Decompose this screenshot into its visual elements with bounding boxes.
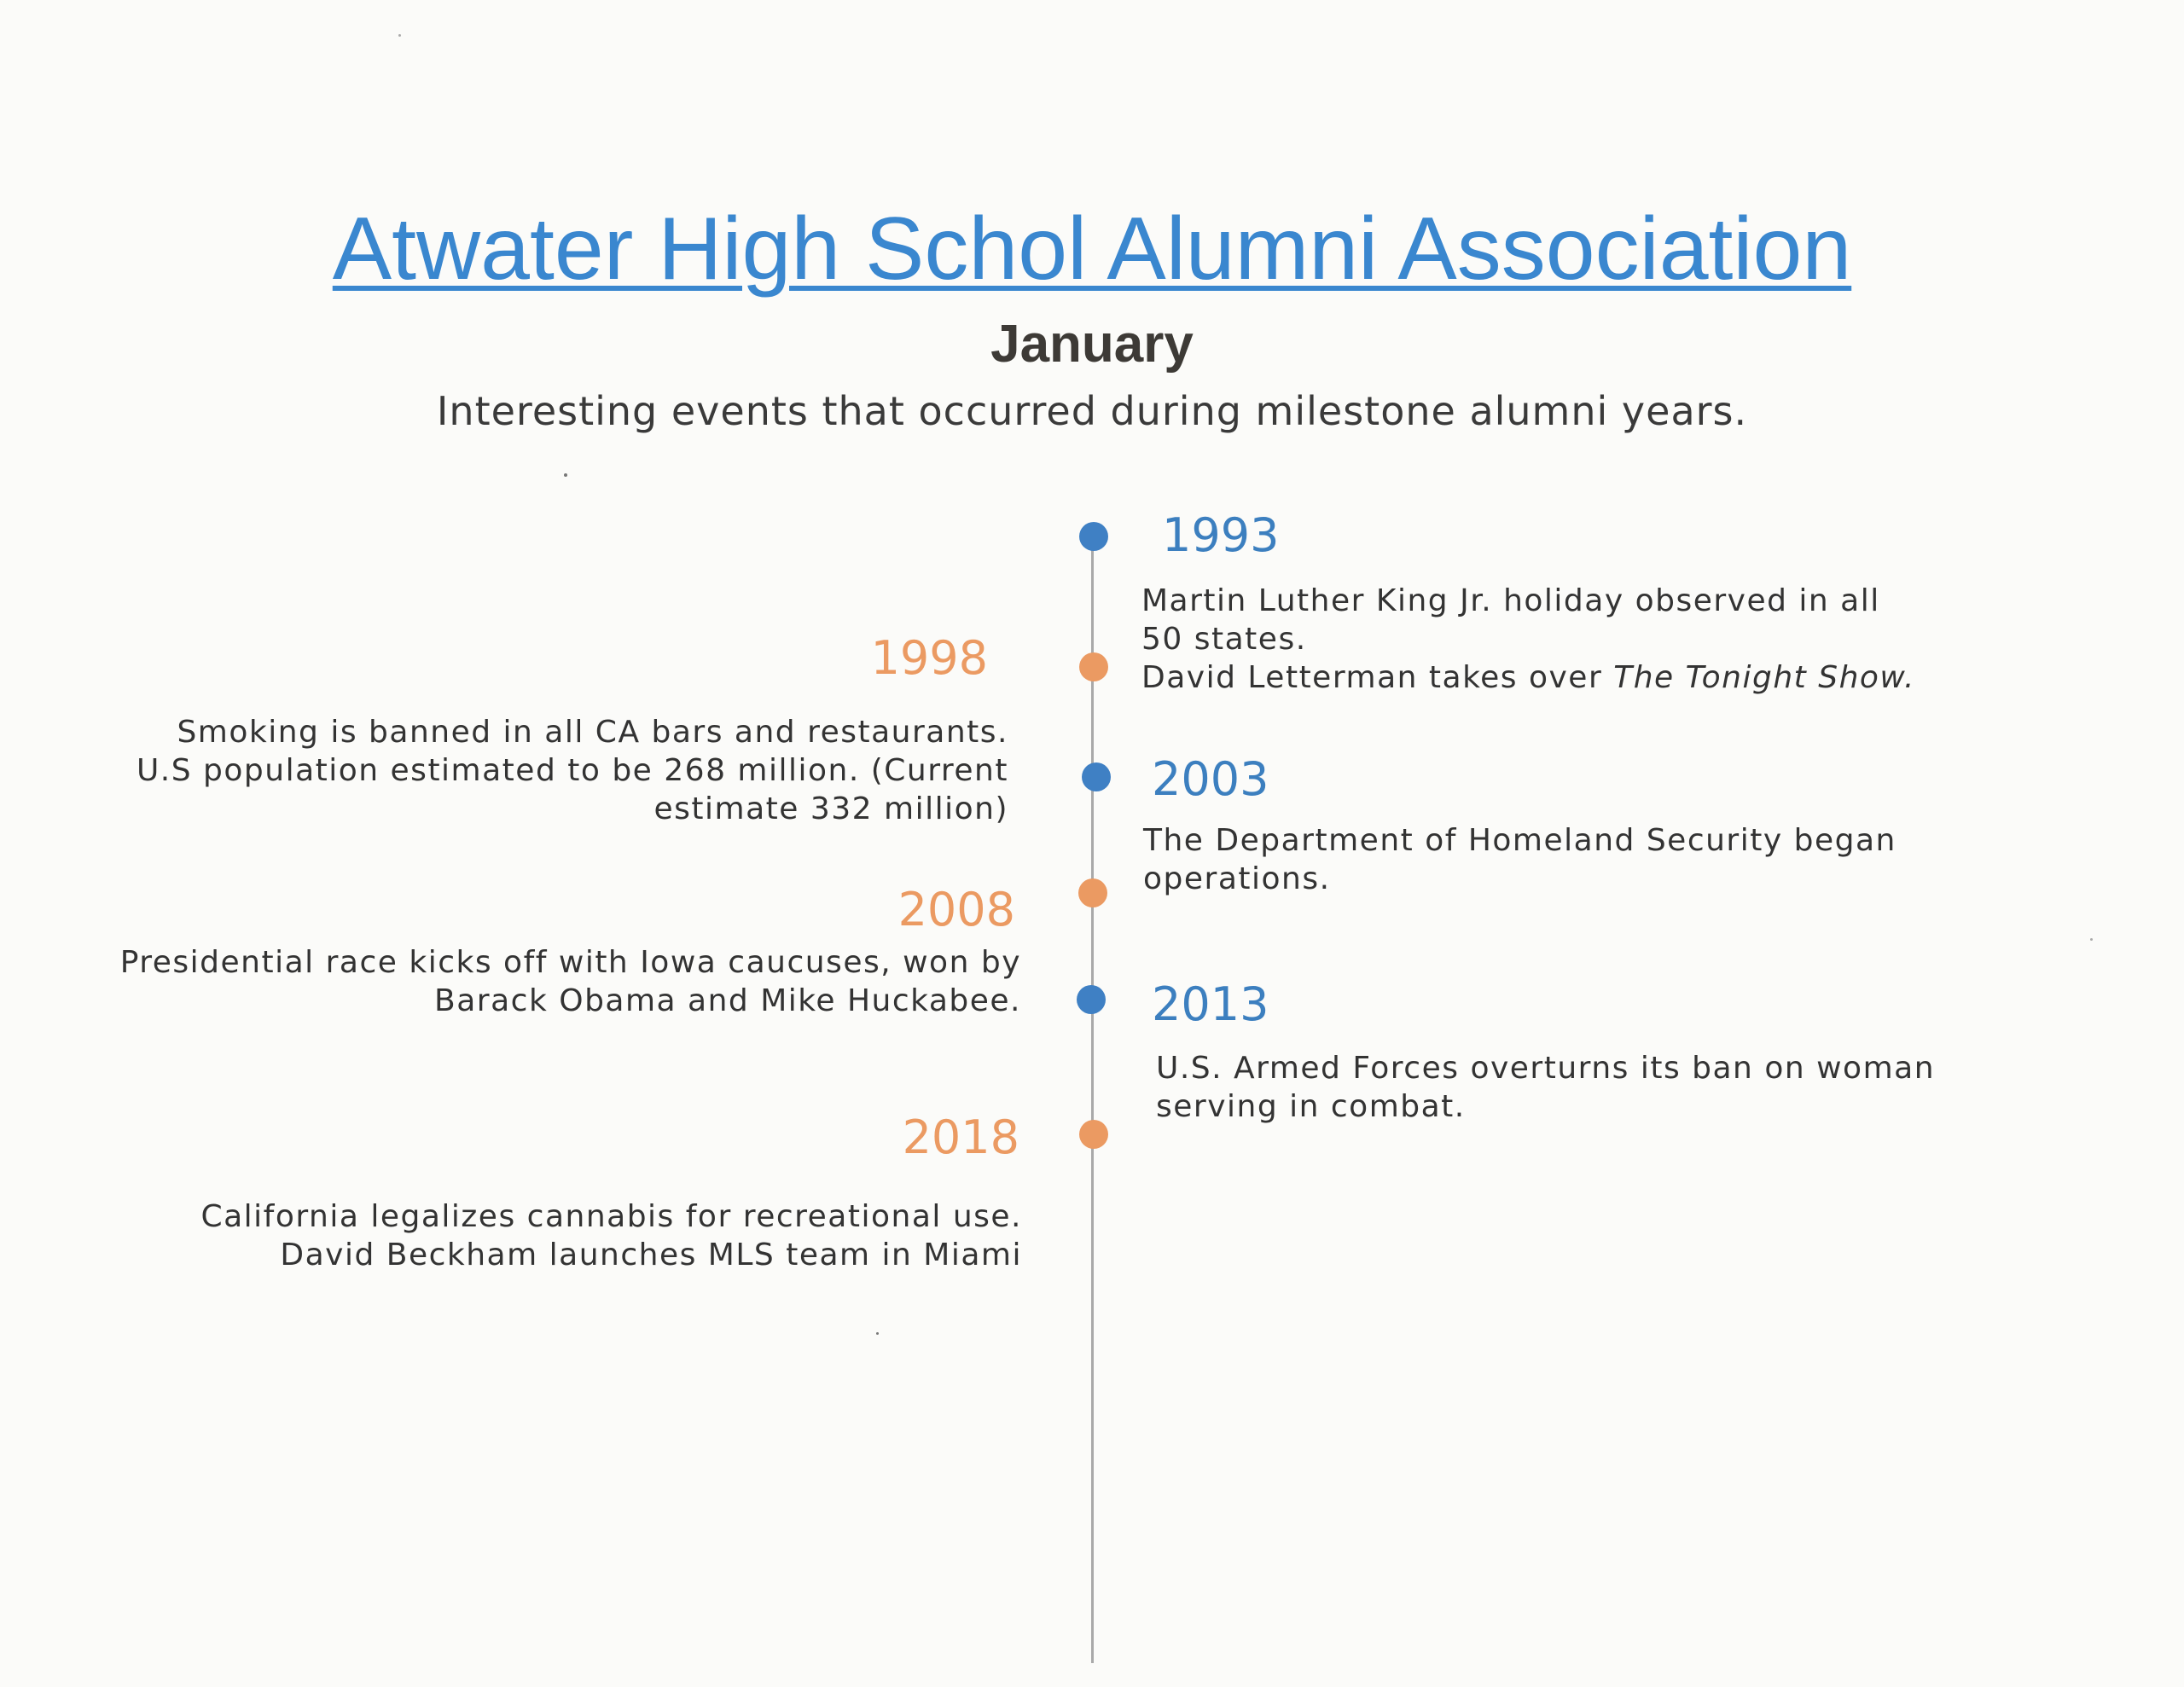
event-line: California legalizes cannabis for recreational use. <box>200 1199 1022 1234</box>
event-text-1998 <box>136 713 1008 828</box>
event-line: Smoking is banned in all CA bars and restaurants. <box>177 715 1008 750</box>
timeline-dot-2008 <box>1078 878 1107 907</box>
event-text-2003 <box>1143 821 1896 898</box>
event-line: David Beckham launches MLS team in Miami <box>280 1238 1022 1272</box>
event-line: U.S. Armed Forces overturns its ban on woman <box>1156 1051 1936 1086</box>
timeline-dot-2013 <box>1077 985 1106 1014</box>
event-text-2018 <box>200 1197 1022 1274</box>
event-line-text: David Letterman takes over <box>1141 660 1614 695</box>
scan-speck <box>2090 938 2093 941</box>
scan-speck <box>876 1332 879 1335</box>
year-2008: 2008 <box>897 883 1015 936</box>
event-text-1993 <box>1141 582 1915 697</box>
timeline-dot-1993 <box>1079 522 1108 551</box>
event-line <box>1141 658 1915 697</box>
show-title: The Tonight Show. <box>1613 660 1915 695</box>
year-2003: 2003 <box>1152 752 1269 806</box>
event-line: estimate 332 million) <box>653 791 1008 826</box>
year-2013: 2013 <box>1152 977 1269 1031</box>
year-1993: 1993 <box>1162 508 1280 562</box>
scan-speck <box>398 34 401 37</box>
event-text-2013 <box>1156 1049 1935 1126</box>
subtitle: Interesting events that occurred during milestone alumni years. <box>436 388 1748 434</box>
event-line: Martin Luther King Jr. holiday observed in all <box>1141 583 1880 618</box>
event-line: Presidential race kicks off with Iowa caucuses, won by <box>119 945 1021 980</box>
timeline-axis <box>1091 536 1094 1663</box>
timeline-dot-1998 <box>1079 652 1108 681</box>
timeline-dot-2003 <box>1082 762 1111 791</box>
event-line: 50 states. <box>1141 622 1307 657</box>
event-line: U.S population estimated to be 268 million. (Current <box>136 753 1008 788</box>
event-line: operations. <box>1143 861 1331 896</box>
event-line: serving in combat. <box>1156 1089 1466 1124</box>
event-line: Barack Obama and Mike Huckabee. <box>434 983 1021 1018</box>
year-2018: 2018 <box>902 1110 1019 1164</box>
month-heading: January <box>990 315 1194 374</box>
event-line: The Department of Homeland Security began <box>1143 823 1896 858</box>
timeline-dot-2018 <box>1079 1120 1108 1149</box>
scan-speck <box>564 473 567 477</box>
year-1998: 1998 <box>870 631 988 685</box>
event-text-2008 <box>120 943 1021 1020</box>
page-title: Atwater High Schol Alumni Association <box>332 200 1852 299</box>
